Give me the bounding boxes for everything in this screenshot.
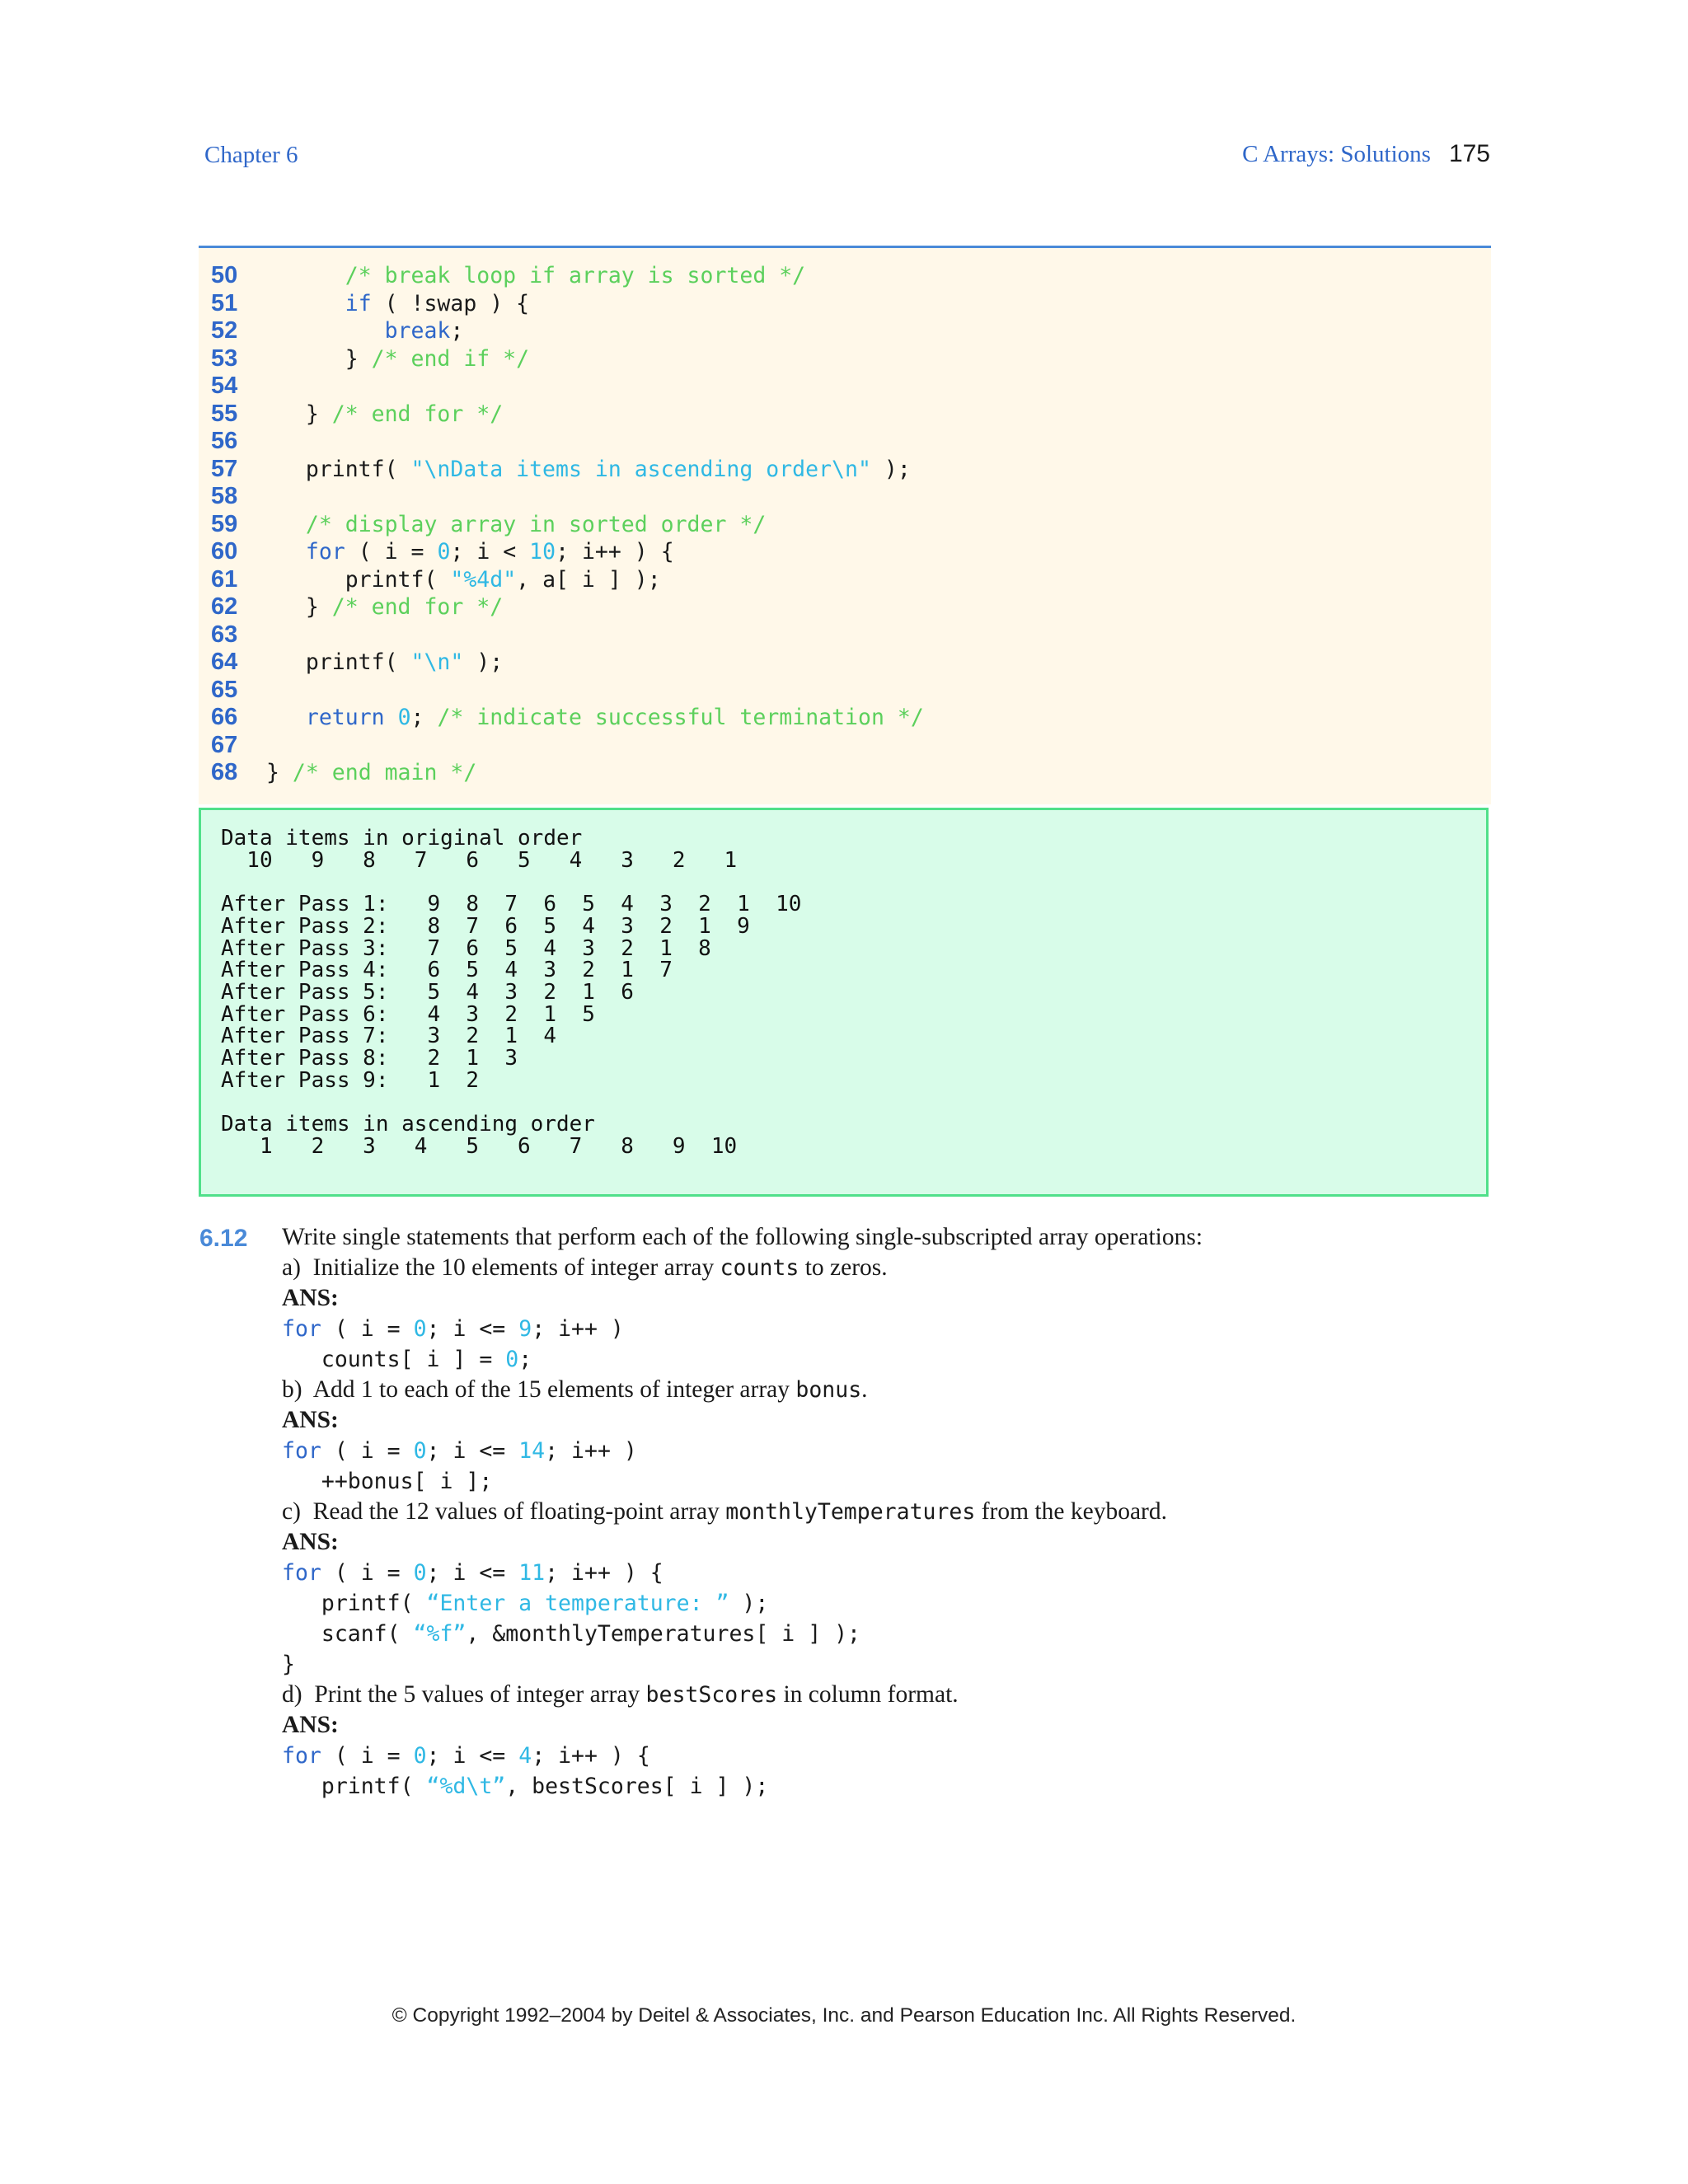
answer-code-line: counts[ i ] = 0; <box>282 1347 532 1372</box>
code-text: } /* end if */ <box>266 345 530 372</box>
code-text: printf( "%4d", a[ i ] ); <box>266 566 661 593</box>
part-label: a) <box>282 1254 313 1281</box>
code-listing <box>199 248 1491 804</box>
code-text: /* display array in sorted order */ <box>305 511 767 537</box>
line-number: 56 <box>211 428 238 454</box>
question-prompt: Write single statements that perform each of the following single-subscripted array operations: <box>282 1224 1203 1250</box>
code-text: for ( i = 0; i < 10; i++ ) { <box>305 539 674 565</box>
line-number: 65 <box>211 676 238 703</box>
question-number: 6.12 <box>199 1225 248 1252</box>
line-number: 51 <box>211 289 238 316</box>
answer-code-line: for ( i = 0; i <= 4; i++ ) { <box>282 1743 650 1769</box>
answer-label: ANS: <box>282 1407 339 1433</box>
code-text: } /* end for */ <box>266 594 504 620</box>
line-number: 58 <box>211 483 238 509</box>
answer-code-line: printf( “%d\t”, bestScores[ i ] ); <box>282 1774 769 1799</box>
line-number: 53 <box>211 344 238 372</box>
question-part <box>282 1253 888 1283</box>
line-number: 52 <box>211 317 238 344</box>
output-line: 10 9 8 7 6 5 4 3 2 1 <box>221 847 738 873</box>
line-number: 64 <box>211 649 238 675</box>
code-text: return 0; /* indicate successful termination */ <box>305 705 924 730</box>
question-part <box>282 1497 1167 1527</box>
running-header-title <box>1242 140 1490 168</box>
code-text: /* break loop if array is sorted */ <box>345 263 806 288</box>
line-number: 60 <box>211 538 238 565</box>
code-text: if ( !swap ) { <box>345 290 530 316</box>
output-line: After Pass 4: 6 5 4 3 2 1 7 <box>221 958 673 983</box>
array-identifier: bonus <box>795 1377 862 1403</box>
answer-code-line: for ( i = 0; i <= 9; i++ ) <box>282 1316 624 1342</box>
part-text: Add 1 to each of the 15 elements of integer array <box>312 1376 796 1403</box>
output-line: 1 2 3 4 5 6 7 8 9 10 <box>221 1133 738 1159</box>
answer-code-line: scanf( “%f”, &monthlyTemperatures[ i ] ); <box>282 1621 861 1647</box>
output-line: After Pass 5: 5 4 3 2 1 6 <box>221 979 634 1005</box>
part-label: d) <box>282 1681 315 1708</box>
part-text-end: to zeros. <box>799 1254 888 1281</box>
part-label: c) <box>282 1498 313 1525</box>
line-number: 68 <box>211 759 238 785</box>
output-line: After Pass 3: 7 6 5 4 3 2 1 8 <box>221 935 711 961</box>
answer-label: ANS: <box>282 1529 339 1555</box>
answer-code-line: for ( i = 0; i <= 14; i++ ) <box>282 1438 637 1464</box>
part-text: Initialize the 10 elements of integer array <box>312 1254 720 1281</box>
code-text: printf( "\n" ); <box>266 649 504 675</box>
part-text: Read the 12 values of floating-point array <box>312 1498 726 1525</box>
line-number: 61 <box>211 565 238 593</box>
array-identifier: bestScores <box>645 1682 778 1708</box>
array-identifier: counts <box>720 1255 799 1281</box>
line-number: 67 <box>211 731 238 758</box>
output-line: After Pass 9: 1 2 <box>221 1067 480 1093</box>
part-text-end: from the keyboard. <box>975 1498 1167 1525</box>
program-output <box>199 808 1489 1197</box>
line-number: 57 <box>211 455 238 482</box>
line-number: 63 <box>211 621 238 648</box>
line-number: 50 <box>211 262 238 288</box>
part-text-end: in column format. <box>777 1681 959 1708</box>
line-number: 55 <box>211 400 238 427</box>
output-line: After Pass 7: 3 2 1 4 <box>221 1024 556 1049</box>
output-line: Data items in original order <box>221 826 583 851</box>
question-part <box>282 1375 868 1405</box>
output-line: After Pass 6: 4 3 2 1 5 <box>221 1001 595 1027</box>
output-line: After Pass 2: 8 7 6 5 4 3 2 1 9 <box>221 913 750 939</box>
page-number: 175 <box>1448 140 1490 167</box>
line-number: 66 <box>211 704 238 730</box>
line-number: 62 <box>211 593 238 620</box>
output-line: After Pass 1: 9 8 7 6 5 4 3 2 1 10 <box>221 892 802 917</box>
answer-code-line: } <box>282 1652 295 1677</box>
answer-code-line: for ( i = 0; i <= 11; i++ ) { <box>282 1560 663 1586</box>
answer-label: ANS: <box>282 1712 339 1738</box>
part-text: Print the 5 values of integer array <box>314 1681 646 1708</box>
code-text: } /* end main */ <box>266 760 477 785</box>
line-number: 59 <box>211 510 238 537</box>
answer-code-line: ++bonus[ i ]; <box>282 1469 493 1494</box>
running-header-title-text: C Arrays: Solutions <box>1242 141 1431 167</box>
part-label: b) <box>282 1376 313 1403</box>
code-text: printf( "\nData items in ascending order\n" ); <box>266 456 911 482</box>
answer-code-line: printf( “Enter a temperature: ” ); <box>282 1591 769 1616</box>
code-text: } /* end for */ <box>266 401 504 427</box>
output-line: After Pass 8: 2 1 3 <box>221 1046 518 1071</box>
output-line: Data items in ascending order <box>221 1112 595 1137</box>
copyright-footer: © Copyright 1992–2004 by Deitel & Associates, Inc. and Pearson Education Inc. All Rights Reserved. <box>392 2004 1296 2027</box>
line-number: 54 <box>211 373 238 399</box>
answer-label: ANS: <box>282 1285 339 1311</box>
array-identifier: monthlyTemperatures <box>725 1499 976 1525</box>
part-text-end: . <box>861 1376 868 1403</box>
running-header-chapter: Chapter 6 <box>204 142 298 168</box>
question-part <box>282 1680 959 1710</box>
code-text: break; <box>384 318 464 344</box>
